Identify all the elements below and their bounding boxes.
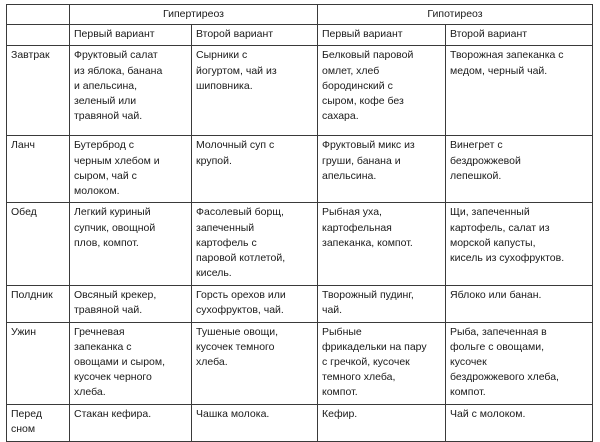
table-cell: Кефир. <box>318 404 446 441</box>
table-cell: Молочный суп с крупой. <box>192 136 318 203</box>
table-cell: Щи, запеченный картофель, салат из морской капусты, кисель из сухофруктов. <box>446 203 593 285</box>
table-cell: Гречневая запеканка с овощами и сыром, кусочек черного хлеба. <box>70 322 192 404</box>
table-row <box>7 322 593 404</box>
meal-label: Перед сном <box>7 404 70 441</box>
table-cell: Творожный пудинг, чай. <box>318 285 446 322</box>
table-cell: Фруктовый салат из яблока, банана и апельсина, зеленый или травяной чай. <box>70 46 192 136</box>
table-cell: Горсть орехов или сухофруктов, чай. <box>192 285 318 322</box>
table-cell: Рыбные фрикадельки на пару с гречкой, кусочек темного хлеба, компот. <box>318 322 446 404</box>
table-cell: Творожная запеканка с медом, черный чай. <box>446 46 593 136</box>
table-cell: Рыба, запеченная в фольге с овощами, кусочек бездрожжевого хлеба, компот. <box>446 322 593 404</box>
table-row <box>7 203 593 285</box>
table-cell: Бутерброд с черным хлебом и сыром, чай с молоком. <box>70 136 192 203</box>
diet-menu-table <box>6 4 593 442</box>
table-cell: Рыбная уха, картофельная запеканка, компот. <box>318 203 446 285</box>
group-header-row <box>7 5 593 25</box>
corner-cell <box>7 25 70 46</box>
variant-header: Второй вариант <box>192 25 318 46</box>
variant-header: Первый вариант <box>318 25 446 46</box>
diet-table-container <box>6 4 593 442</box>
table-cell: Легкий куриный супчик, овощной плов, компот. <box>70 203 192 285</box>
group-header-hypothyroidism: Гипотиреоз <box>318 5 593 25</box>
table-cell: Винегрет с бездрожжевой лепешкой. <box>446 136 593 203</box>
table-cell: Сырники с йогуртом, чай из шиповника. <box>192 46 318 136</box>
meal-label: Ланч <box>7 136 70 203</box>
table-cell: Яблоко или банан. <box>446 285 593 322</box>
table-cell: Белковый паровой омлет, хлеб бородинский с сыром, кофе без сахара. <box>318 46 446 136</box>
table-row <box>7 46 593 136</box>
table-row <box>7 136 593 203</box>
meal-label: Полдник <box>7 285 70 322</box>
table-cell: Стакан кефира. <box>70 404 192 441</box>
table-cell: Фруктовый микс из груши, банана и апельсина. <box>318 136 446 203</box>
meal-label: Ужин <box>7 322 70 404</box>
table-row <box>7 285 593 322</box>
meal-label: Завтрак <box>7 46 70 136</box>
table-cell: Чашка молока. <box>192 404 318 441</box>
table-cell: Овсяный крекер, травяной чай. <box>70 285 192 322</box>
group-header-hyperthyroidism: Гипертиреоз <box>70 5 318 25</box>
table-row <box>7 404 593 441</box>
corner-cell <box>7 5 70 25</box>
table-cell: Тушеные овощи, кусочек темного хлеба. <box>192 322 318 404</box>
variant-header-row <box>7 25 593 46</box>
variant-header: Первый вариант <box>70 25 192 46</box>
table-cell: Чай с молоком. <box>446 404 593 441</box>
meal-label: Обед <box>7 203 70 285</box>
table-cell: Фасолевый борщ, запеченный картофель с паровой котлетой, кисель. <box>192 203 318 285</box>
variant-header: Второй вариант <box>446 25 593 46</box>
